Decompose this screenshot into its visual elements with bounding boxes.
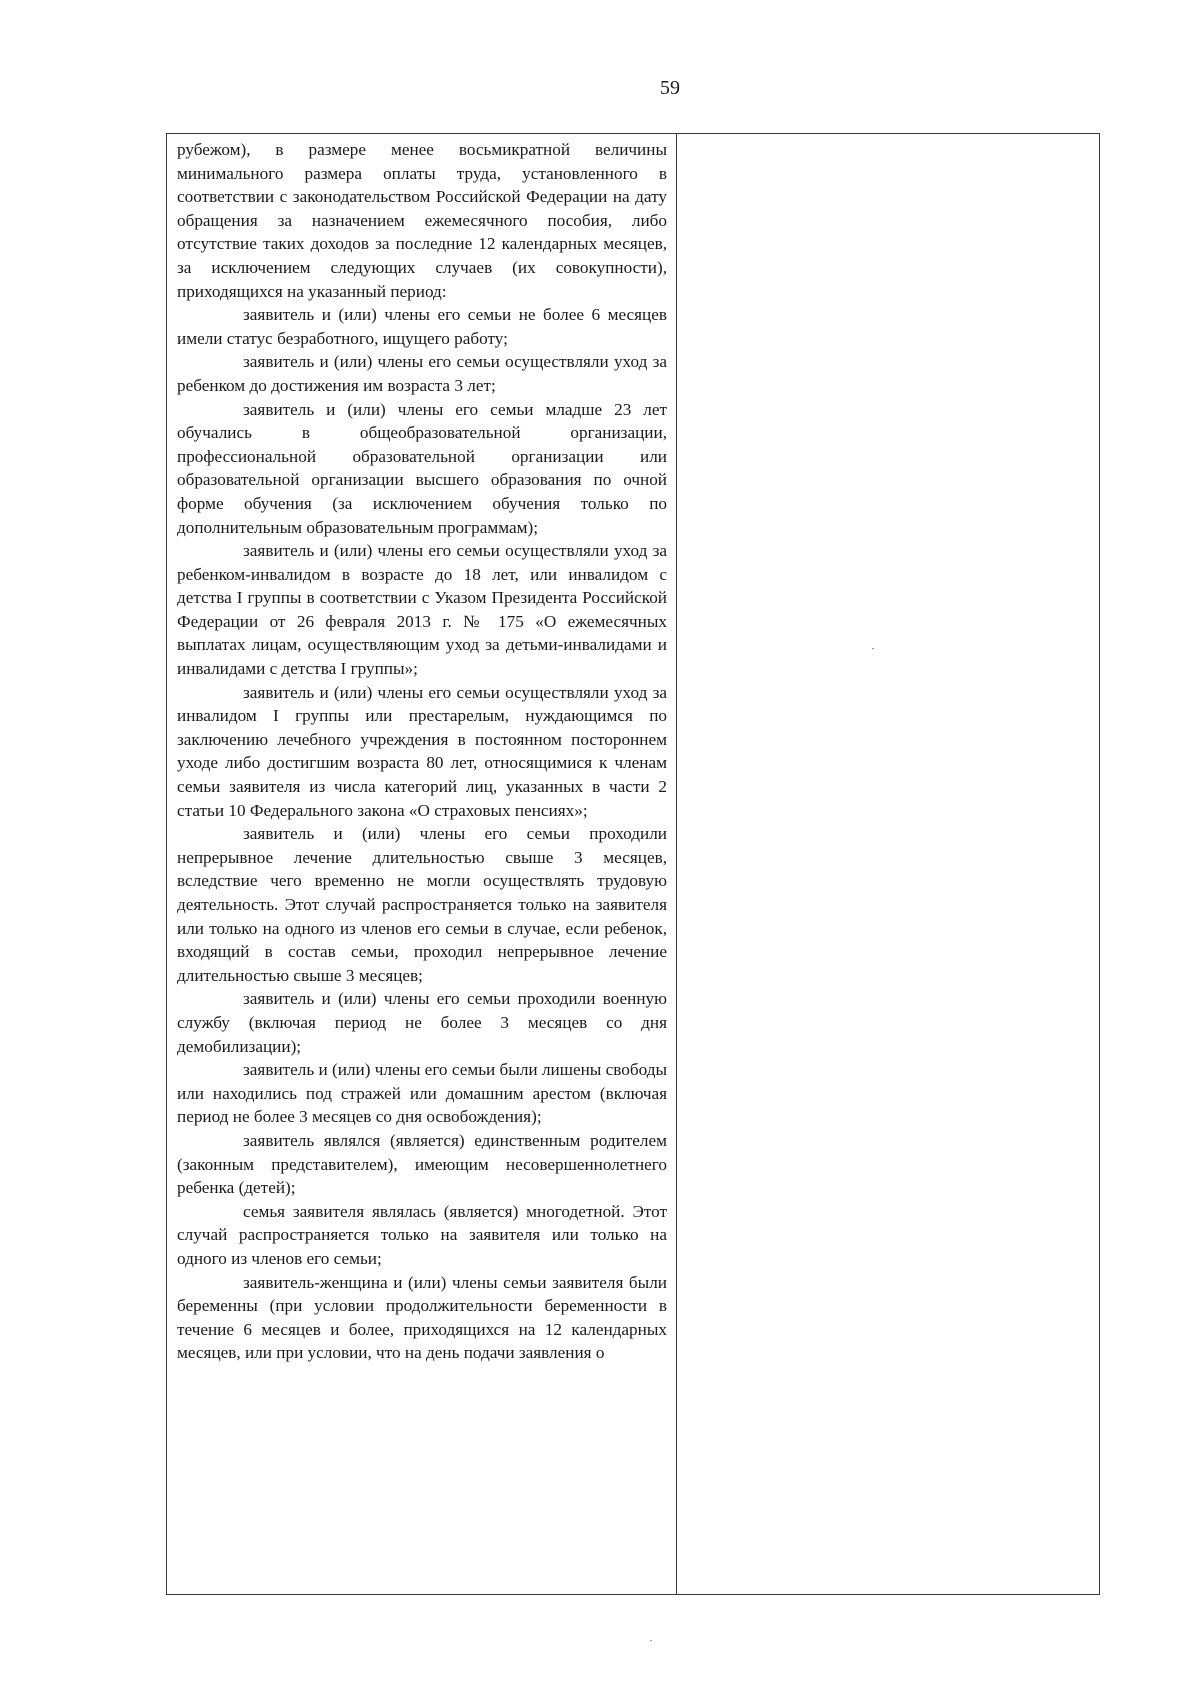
column-divider <box>676 134 677 1594</box>
paragraph-elderly-care: заявитель и (или) члены его семьи осуществляли уход за инвалидом I группы или престарелым, нуждающимся по заключению лечебного учреждения в постоянном постороннем уходе либо достигшим возраста 80 лет, относящимися к членам семьи заявителя из числа категорий лиц, указанных в части 2 статьи 10 Федерального закона «О страховых пенсиях»; <box>177 682 667 820</box>
scan-speck <box>650 1640 652 1641</box>
paragraph-imprisonment: заявитель и (или) члены его семьи были лишены свободы или находились под стражей или домашним арестом (включая период не более 3 месяцев со дня освобождения); <box>177 1060 667 1127</box>
paragraph-large-family: семья заявителя являлась (является) многодетной. Этот случай распространяется только на заявителя или только на одного из членов его семьи; <box>177 1201 667 1268</box>
left-column-cell <box>177 138 667 1365</box>
paragraph-unemployed: заявитель и (или) члены его семьи не более 6 месяцев имели статус безработного, ищущего работу; <box>177 305 667 348</box>
document-table <box>166 133 1100 1595</box>
page-number: 59 <box>660 77 680 99</box>
paragraph-military-service: заявитель и (или) члены его семьи проходили военную службу (включая период не более 3 месяцев со дня демобилизации); <box>177 989 667 1056</box>
paragraph-childcare: заявитель и (или) члены его семьи осуществляли уход за ребенком до достижения им возраста 3 лет; <box>177 352 667 395</box>
paragraph-pregnancy: заявитель-женщина и (или) члены семьи заявителя были беременны (при условии продолжительности беременности в течение 6 месяцев и более, приходящихся на 12 календарных месяцев, или при условии, что на день подачи заявления о <box>177 1272 667 1363</box>
paragraph-disabled-child-care: заявитель и (или) члены его семьи осуществляли уход за ребенком-инвалидом в возрасте до 18 лет, или инвалидом с детства I группы в соответствии с Указом Президента Российской Федерации от 26 февраля 2013 г. № 175 «О ежемесячных выплатах лицам, осуществляющим уход за детьми-инвалидами и инвалидами с детства I группы»; <box>177 541 667 679</box>
scan-speck <box>872 648 874 649</box>
paragraph-intro: рубежом), в размере менее восьмикратной величины минимального размера оплаты труда, установленного в соответствии с законодательством Российской Федерации на дату обращения за назначением ежемесячного пособия, либо отсутствие таких доходов за последние 12 календарных месяцев, за исключением следующих случаев (их совокупности), приходящихся на указанный период: <box>177 140 667 301</box>
right-column-cell <box>678 134 1099 1594</box>
paragraph-medical-treatment: заявитель и (или) члены его семьи проходили непрерывное лечение длительностью свыше 3 месяцев, вследствие чего временно не могли осуществлять трудовую деятельность. Этот случай распространяется только на заявителя или только на одного из членов его семьи в случае, если ребенок, входящий в состав семьи, проходил непрерывное лечение длительностью свыше 3 месяцев; <box>177 824 667 985</box>
paragraph-single-parent: заявитель являлся (является) единственным родителем (законным представителем), имеющим несовершеннолетнего ребенка (детей); <box>177 1130 667 1198</box>
paragraph-education: заявитель и (или) члены его семьи младше 23 лет обучались в общеобразовательной организации, профессиональной образовательной организации или образовательной организации высшего образования по очной форме обучения (за исключением обучения только по дополнительным образовательным программам); <box>177 399 667 537</box>
